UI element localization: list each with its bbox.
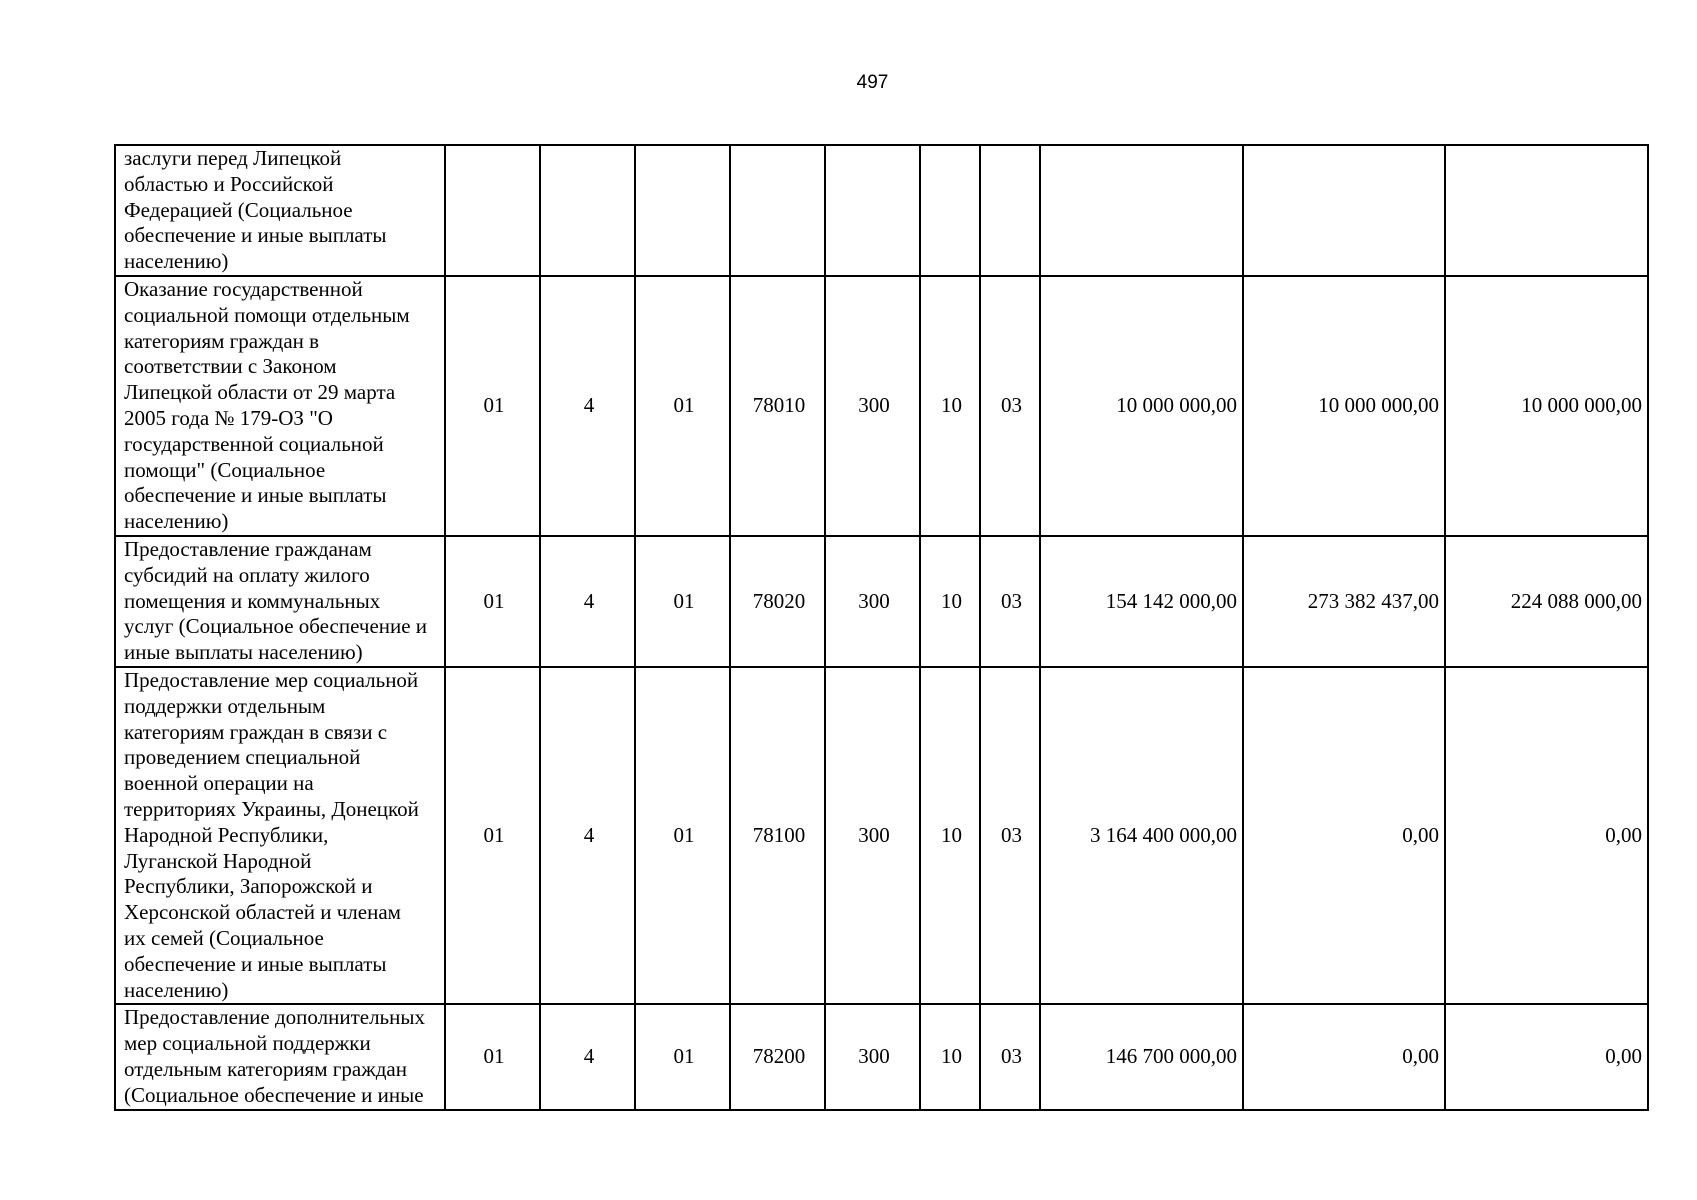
code-cell: 78100 [730, 667, 825, 1004]
table-row [115, 667, 1648, 1004]
row-description: Предоставление мер социальной поддержки отдельным категориям граждан в связи с проведением специальной военной операции на территориях Украины, Донецкой Народной Республики, Луганской Народной Республики, Запорожской и Херсонской областей и членам их семей (Социальное обеспечение и иные выплаты населению) [115, 667, 445, 1004]
code-cell: 10 [920, 1004, 980, 1109]
amount-cell: 0,00 [1243, 1004, 1445, 1109]
code-cell: 300 [825, 276, 920, 536]
code-cell: 78020 [730, 536, 825, 667]
code-cell [980, 145, 1040, 276]
code-cell: 4 [540, 667, 635, 1004]
page-number: 497 [856, 72, 889, 93]
code-cell: 78010 [730, 276, 825, 536]
code-cell: 01 [445, 536, 540, 667]
code-cell: 10 [920, 276, 980, 536]
code-cell [635, 145, 730, 276]
amount-cell [1445, 145, 1648, 276]
budget-table [114, 144, 1649, 1111]
amount-cell: 273 382 437,00 [1243, 536, 1445, 667]
amount-cell: 0,00 [1243, 667, 1445, 1004]
code-cell [920, 145, 980, 276]
code-cell: 03 [980, 667, 1040, 1004]
code-cell: 03 [980, 1004, 1040, 1109]
code-cell: 01 [635, 276, 730, 536]
code-cell: 01 [445, 667, 540, 1004]
code-cell: 300 [825, 667, 920, 1004]
code-cell: 01 [445, 1004, 540, 1109]
table-row [115, 1004, 1648, 1109]
table-row [115, 276, 1648, 536]
code-cell: 300 [825, 1004, 920, 1109]
amount-cell: 10 000 000,00 [1243, 276, 1445, 536]
code-cell: 03 [980, 276, 1040, 536]
code-cell: 03 [980, 536, 1040, 667]
amount-cell: 10 000 000,00 [1040, 276, 1243, 536]
code-cell: 78200 [730, 1004, 825, 1109]
code-cell: 01 [445, 276, 540, 536]
amount-cell: 3 164 400 000,00 [1040, 667, 1243, 1004]
amount-cell: 154 142 000,00 [1040, 536, 1243, 667]
code-cell [540, 145, 635, 276]
row-description: Оказание государственной социальной помощи отдельным категориям граждан в соответствии с Законом Липецкой области от 29 марта 2005 года № 179-ОЗ "О государственной социальной помощи" (Социальное обеспечение и иные выплаты населению) [115, 276, 445, 536]
code-cell: 4 [540, 276, 635, 536]
code-cell: 01 [635, 536, 730, 667]
row-description: Предоставление дополнительных мер социальной поддержки отдельным категориям граждан (Социальное обеспечение и иные [115, 1004, 445, 1109]
code-cell [445, 145, 540, 276]
amount-cell: 224 088 000,00 [1445, 536, 1648, 667]
table-row [115, 536, 1648, 667]
code-cell: 4 [540, 536, 635, 667]
code-cell: 10 [920, 536, 980, 667]
code-cell: 01 [635, 667, 730, 1004]
amount-cell [1243, 145, 1445, 276]
code-cell: 4 [540, 1004, 635, 1109]
amount-cell: 0,00 [1445, 1004, 1648, 1109]
amount-cell: 0,00 [1445, 667, 1648, 1004]
code-cell: 300 [825, 536, 920, 667]
code-cell [825, 145, 920, 276]
row-description: Предоставление гражданам субсидий на оплату жилого помещения и коммунальных услуг (Социальное обеспечение и иные выплаты населению) [115, 536, 445, 667]
amount-cell [1040, 145, 1243, 276]
amount-cell: 146 700 000,00 [1040, 1004, 1243, 1109]
code-cell: 10 [920, 667, 980, 1004]
code-cell [730, 145, 825, 276]
row-description: заслуги перед Липецкой областью и Российской Федерацией (Социальное обеспечение и иные выплаты населению) [115, 145, 445, 276]
table-row [115, 145, 1648, 276]
code-cell: 01 [635, 1004, 730, 1109]
amount-cell: 10 000 000,00 [1445, 276, 1648, 536]
